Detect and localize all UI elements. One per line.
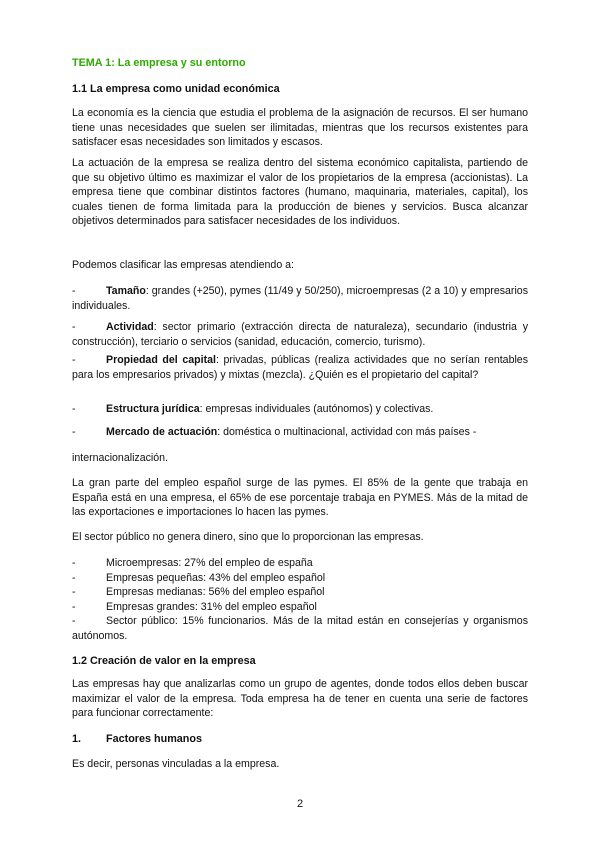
document-title: TEMA 1: La empresa y su entorno <box>72 57 246 69</box>
stat-item <box>72 614 528 643</box>
list-dash: - <box>72 557 76 569</box>
list-dash: - <box>72 403 76 415</box>
list-dash: - <box>72 321 76 333</box>
factor-number: 1. <box>72 733 82 745</box>
stat-text: Empresas pequeñas: 43% del empleo español <box>106 571 326 584</box>
stat-item <box>72 600 528 615</box>
list-item-mercado <box>72 425 528 440</box>
list-dash: - <box>72 354 76 366</box>
factor-heading: Factores humanos <box>106 733 202 745</box>
section-heading-1-2: 1.2 Creación de valor en la empresa <box>72 655 256 667</box>
stat-text: Empresas grandes: 31% del empleo español <box>106 600 317 613</box>
list-term: Propiedad del capital <box>106 354 216 366</box>
list-text: : privadas, públicas (realiza actividades que no serían rentables para los empresarios privados) y mixtas (mezcla). ¿Quién es el propietario del capital? <box>72 354 528 381</box>
paragraph-factores-humanos: Es decir, personas vinculadas a la empresa. <box>72 758 280 770</box>
list-dash: - <box>72 285 76 297</box>
paragraph-empleo: La gran parte del empleo español surge de las pymes. El 85% de la gente que trabaja en España está en una empresa, el 65% de ese porcentaje trabaja en PYMES. Más de la mitad de las exportaciones e importaciones lo hacen las pymes. <box>72 477 528 519</box>
list-text: : sector primario (extracción directa de naturaleza), secundario (industria y construcción), terciario o servicios (sanidad, educación, comercio, turismo). <box>72 321 528 348</box>
list-term: Actividad <box>106 321 154 333</box>
list-dash: - <box>72 586 76 598</box>
paragraph-internacionalizacion: internacionalización. <box>72 452 168 464</box>
list-term: Tamaño <box>106 285 146 297</box>
list-dash: - <box>72 615 76 627</box>
stat-item <box>72 585 528 600</box>
paragraph-actuacion: La actuación de la empresa se realiza dentro del sistema económico capitalista, partiendo de que su objetivo último es maximizar el valor de los propietarios de la empresa (accionistas). La empresa tiene que combinar distintos factores (humano, maquinaria, materiales, capital), los cuales tienen de forma limitada para la producción de bienes y servicios. Busca alcanzar objetivos determinados para satisfacer necesidades de los individuos. <box>72 157 528 228</box>
list-term: Mercado de actuación <box>106 426 218 438</box>
paragraph-creacion-valor: Las empresas hay que analizarlas como un grupo de agentes, donde todos ellos deben buscar maximizar el valor de la empresa. Toda empresa ha de tener en cuenta una serie de factores para funcionar correctamente: <box>72 678 528 720</box>
section-heading-1-1: 1.1 La empresa como unidad económica <box>72 83 280 95</box>
stat-text: Empresas medianas: 56% del empleo español <box>106 586 325 598</box>
list-term: Estructura jurídica <box>106 403 200 415</box>
list-dash: - <box>72 571 76 584</box>
stat-text: Microempresas: 27% del empleo de españa <box>106 557 313 569</box>
stat-text: Sector público: 15% funcionarios. Más de la mitad están en consejerías y organismos autónomos. <box>72 615 528 642</box>
paragraph-economia: La economía es la ciencia que estudia el problema de la asignación de recursos. El ser humano tiene unas necesidades que suelen ser ilimitadas, mientras que los recursos existentes para satisfacer esas necesidades son limitados y escasos. <box>72 107 528 149</box>
list-dash: - <box>72 600 76 613</box>
list-item-estructura <box>72 402 528 417</box>
list-text: : doméstica o multinacional, actividad con más países - <box>217 426 477 438</box>
list-item-tamano <box>72 284 528 313</box>
paragraph-clasificar: Podemos clasificar las empresas atendiendo a: <box>72 259 294 271</box>
paragraph-sector-publico: El sector público no genera dinero, sino que lo proporcionan las empresas. <box>72 531 424 543</box>
page-number: 2 <box>296 798 304 810</box>
list-text: : empresas individuales (autónomos) y colectivas. <box>199 403 434 415</box>
stat-item <box>72 556 528 571</box>
stat-item <box>72 571 528 586</box>
list-text: : grandes (+250), pymes (11/49 y 50/250), microempresas (2 a 10) y empresarios individuales. <box>72 285 528 312</box>
list-item-propiedad <box>72 353 528 382</box>
list-item-actividad <box>72 320 528 349</box>
list-dash: - <box>72 426 76 438</box>
